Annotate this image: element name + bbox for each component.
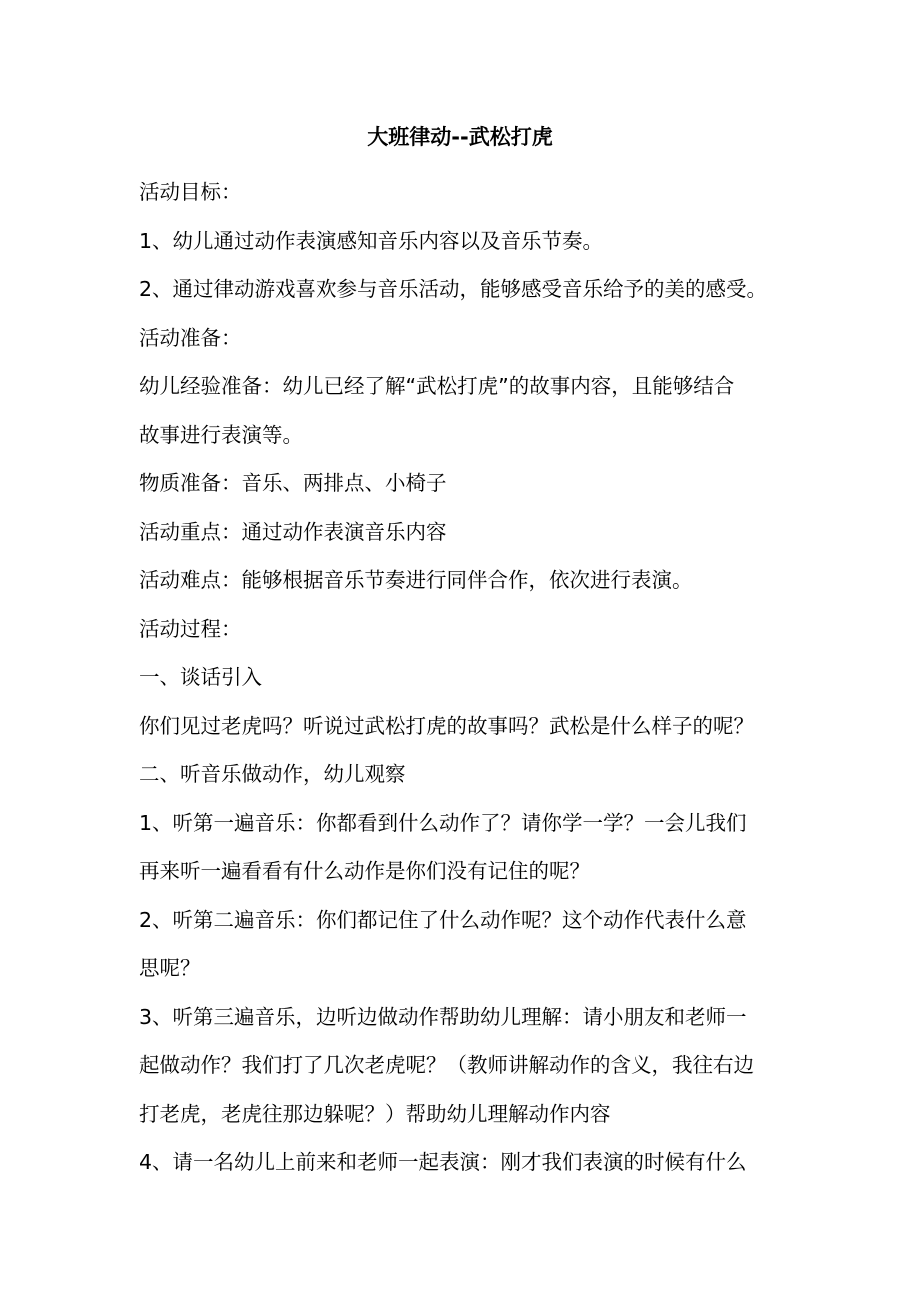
text-line: 物质准备：音乐、两排点、小椅子: [139, 471, 447, 495]
text-line: 活动目标：: [139, 180, 242, 204]
text-line: 4、请一名幼儿上前来和老师一起表演：刚才我们表演的时候有什么: [139, 1150, 747, 1174]
text-line: 活动准备：: [139, 325, 242, 350]
text-line: 二、听音乐做动作，幼儿观察: [139, 762, 406, 786]
text-line: 2、通过律动游戏喜欢参与音乐活动，能够感受音乐给予的美的感受。: [139, 277, 768, 301]
text-line: 活动难点：能够根据音乐节奏进行同伴合作，依次进行表演。: [139, 568, 693, 592]
text-line: 起做动作？我们打了几次老虎呢？（教师讲解动作的含义，我往右边: [139, 1053, 754, 1077]
text-line: 故事进行表演等。: [139, 422, 303, 447]
text-line: 再来听一遍看看有什么动作是你们没有记住的呢？: [139, 859, 590, 883]
text-line: 3、听第三遍音乐，边听边做动作帮助幼儿理解：请小朋友和老师一: [139, 1004, 747, 1029]
text-line: 你们见过老虎吗？听说过武松打虎的故事吗？武松是什么样子的呢？: [139, 713, 754, 738]
document-title: 大班律动--武松打虎: [367, 125, 553, 149]
text-line: 一、谈话引入: [139, 665, 262, 689]
text-line: 1、幼儿通过动作表演感知音乐内容以及音乐节奏。: [139, 228, 604, 253]
text-line: 思呢？: [139, 956, 201, 980]
text-line: 活动重点：通过动作表演音乐内容: [139, 519, 447, 544]
text-line: 2、听第二遍音乐：你们都记住了什么动作呢？这个动作代表什么意: [139, 907, 747, 932]
text-line: 1、听第一遍音乐：你都看到什么动作了？请你学一学？一会儿我们: [139, 810, 747, 835]
text-line: 活动过程：: [139, 616, 242, 641]
text-line: 打老虎，老虎往那边躲呢？）帮助幼儿理解动作内容: [139, 1101, 611, 1126]
text-line: 幼儿经验准备：幼儿已经了解“武松打虎”的故事内容，且能够结合: [139, 374, 735, 398]
document-body: [139, 168, 789, 1187]
